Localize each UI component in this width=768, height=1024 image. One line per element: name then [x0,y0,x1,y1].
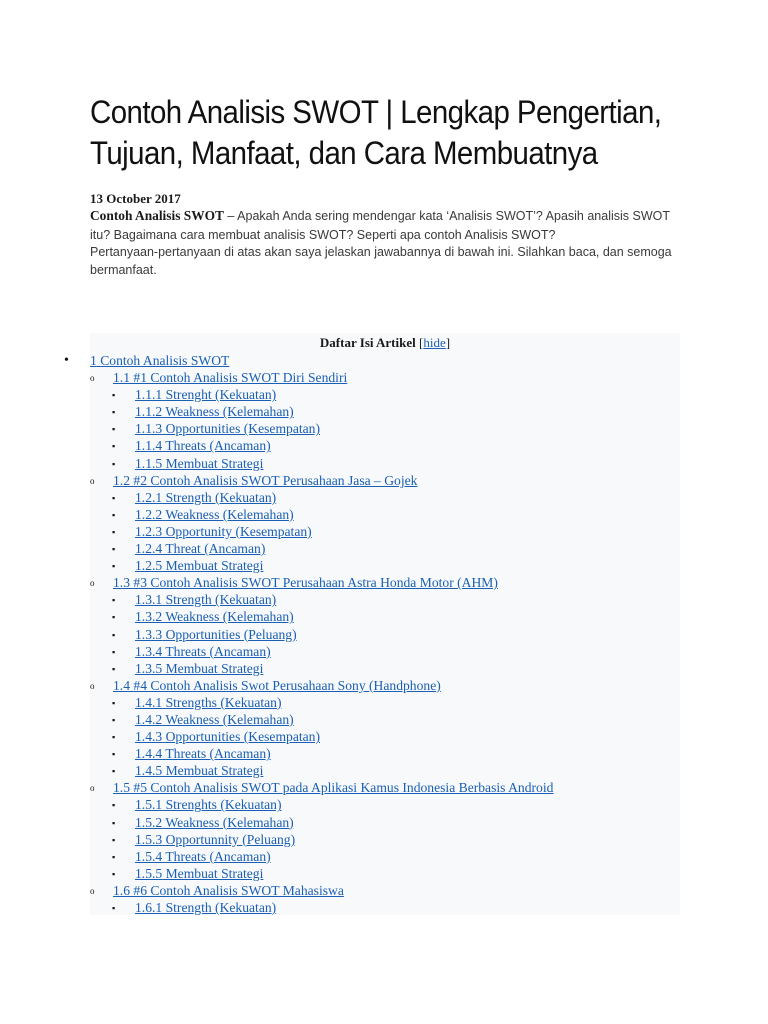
toc-bullet-icon: o [90,373,95,384]
toc-link[interactable] [135,763,263,778]
toc-link[interactable] [113,473,417,488]
toc-link[interactable] [135,815,294,830]
toc-item-level-3 [90,455,553,472]
toc-bullet-icon: ▪ [112,868,116,879]
toc-item-level-3 [90,660,553,677]
toc-bullet-icon: ▪ [112,629,116,640]
toc-item-level-3 [90,711,553,728]
toc-item-number: 1.1.2 [135,404,163,420]
toc-link[interactable] [135,644,271,659]
toc-bullet-icon: ▪ [112,766,116,777]
toc-item-level-3 [90,506,553,523]
toc-item-level-3 [90,865,553,882]
toc-link[interactable] [135,438,271,453]
toc-bullet-icon: ▪ [112,509,116,520]
toc-item-number: 1.2.4 [135,541,163,557]
toc-item-number: 1.2.1 [135,489,163,505]
toc-item-label: Weakness (Kelemahan) [165,404,294,420]
toc-item-label: #1 Contoh Analisis SWOT Diri Sendiri [133,370,348,386]
toc-item-level-2 [90,574,553,591]
toc-item-label: #4 Contoh Analisis Swot Perusahaan Sony (Handphone) [133,677,441,693]
toc-link[interactable] [135,797,282,812]
toc-item-level-2 [90,779,553,796]
toc-item-label: Contoh Analisis SWOT [100,353,230,368]
toc-item-label: Strength (Kekuatan) [165,900,277,915]
toc-link[interactable] [135,609,294,624]
toc-link[interactable] [135,900,276,915]
toc-bullet-icon: ▪ [112,732,116,743]
toc-item-number: 1.1.4 [135,438,163,454]
toc-item-label: Membuat Strategi [165,455,264,471]
toc-item-number: 1.2.2 [135,506,163,522]
toc-item-level-3 [90,591,553,608]
toc-item-number: 1.5.3 [135,831,163,847]
toc-item-number: 1.1 [113,370,130,386]
toc-item-label: Membuat Strategi [165,865,264,881]
toc-link[interactable] [135,524,312,539]
toc-item-number: 1.3 [113,575,130,591]
toc-hide-link[interactable]: hide [423,335,446,350]
toc-item-level-3 [90,745,553,762]
toc-item-level-3 [90,489,553,506]
toc-item-label: Weakness (Kelemahan) [165,814,294,830]
toc-link[interactable] [113,678,441,693]
toc-item-label: Membuat Strategi [165,763,264,779]
toc-item-level-3 [90,848,553,865]
toc-item-number: 1.4.4 [135,746,163,762]
table-of-contents [64,333,680,915]
toc-item-label: Opportunities (Peluang) [165,626,297,642]
toc-link[interactable] [135,866,263,881]
toc-link[interactable] [135,387,276,402]
toc-item-label: Opportunities (Kesempatan) [165,421,320,437]
toc-item-label: #6 Contoh Analisis SWOT Mahasiswa [133,882,344,898]
toc-bullet-icon: ▪ [112,817,116,828]
toc-item-level-3 [90,386,553,403]
toc-item-number: 1.4.1 [135,694,163,710]
toc-bullet-icon: o [90,680,95,691]
toc-item-number: 1.5.1 [135,797,163,813]
toc-link[interactable] [135,541,265,556]
toc-item-number: 1.5.2 [135,814,163,830]
toc-item-level-3 [90,899,553,916]
toc-item-number: 1.3.3 [135,626,163,642]
toc-bullet-icon: ▪ [112,697,116,708]
toc-item-level-3 [90,403,553,420]
post-date: 13 October 2017 [90,191,181,206]
toc-item-number: 1.3.2 [135,609,163,625]
toc-link[interactable] [135,849,271,864]
toc-bullet-icon: ▪ [112,544,116,555]
toc-item-label: Strength (Kekuatan) [165,489,277,505]
toc-link[interactable] [135,558,263,573]
toc-item-level-3 [90,608,553,625]
toc-bullet-icon: o [90,885,95,896]
toc-link[interactable] [113,575,498,590]
toc-list [64,352,554,916]
toc-bullet-icon: ▪ [112,458,116,469]
toc-item-number: 1.1.3 [135,421,163,437]
toc-bullet-icon: ▪ [112,663,116,674]
toc-item-level-3 [90,540,553,557]
toc-link[interactable] [135,490,276,505]
intro-paragraph [90,207,680,244]
toc-bullet-icon: ▪ [112,903,116,913]
toc-item-label: Threat (Ancaman) [165,541,266,557]
intro-paragraph-2: Pertanyaan-pertanyaan di atas akan saya jelaskan jawabannya di bawah ini. Silahkan baca, dan semoga bermanfaat. [90,245,672,277]
toc-item-label: #2 Contoh Analisis SWOT Perusahaan Jasa – Gojek [133,472,418,488]
toc-item-level-3 [90,626,553,643]
toc-item-level-3 [90,643,553,660]
toc-item-number: 1.4 [113,677,130,693]
toc-item-level-2 [90,882,553,899]
intro-text: – Apakah Anda sering mendengar kata ‘Analisis SWOT’? Apasih analisis SWOT itu? Bagaimana cara membuat analisis SWOT? Seperti apa contoh Analisis SWOT? [90,209,670,242]
toc-link[interactable] [135,695,282,710]
toc-item-level-3 [90,728,553,745]
toc-link[interactable] [135,832,295,847]
toc-item-label: Threats (Ancaman) [165,746,271,762]
toc-item-label: #5 Contoh Analisis SWOT pada Aplikasi Kamus Indonesia Berbasis Android [133,780,554,796]
toc-item-number: 1.2 [113,472,130,488]
toc-item-number: 1.5 [113,780,130,796]
toc-item-number: 1.3.1 [135,592,163,608]
toc-item-label: Opportunnity (Peluang) [165,831,296,847]
toc-item-level-3 [90,762,553,779]
toc-link[interactable] [135,712,294,727]
toc-item-number: 1.4.5 [135,763,163,779]
toc-bullet-icon: ▪ [112,390,116,401]
toc-item-level-3 [90,437,553,454]
toc-item-level-3 [90,523,553,540]
toc-item-label: Strenght (Kekuatan) [165,387,277,403]
toc-bullet-icon: ▪ [112,424,116,435]
toc-item-label: Strengths (Kekuatan) [165,694,282,710]
toc-item-level-3 [90,814,553,831]
toc-item-number: 1.2.3 [135,523,163,539]
toc-link[interactable] [90,353,229,368]
toc-bullet-icon: ▪ [112,714,116,725]
toc-item-label: Strenghts (Kekuatan) [165,797,282,813]
toc-item-number: 1.4.3 [135,729,163,745]
toc-link[interactable] [135,661,263,676]
intro-bold-term: Contoh Analisis SWOT [90,208,224,223]
toc-item-label: Weakness (Kelemahan) [165,711,294,727]
toc-item-number: 1.3.4 [135,643,163,659]
toc-bullet-icon: ▪ [112,407,116,418]
toc-item-level-3 [90,831,553,848]
toc-link[interactable] [135,746,271,761]
toc-bullet-icon: ▪ [112,595,116,606]
toc-item-label: Threats (Ancaman) [165,643,271,659]
toc-link[interactable] [135,507,294,522]
toc-link[interactable] [135,729,320,744]
toc-bracket-open: [ [418,335,424,350]
toc-link[interactable] [135,404,294,419]
toc-item-label: Strength (Kekuatan) [165,592,277,608]
toc-item-number: 1.5.4 [135,848,163,864]
article [90,92,680,279]
toc-item-label: Threats (Ancaman) [165,848,271,864]
toc-item-number: 1.3.5 [135,660,163,676]
toc-bracket-close: ] [445,335,451,350]
toc-bullet-icon: ▪ [112,749,116,760]
toc-item-number: 1 [90,353,97,368]
toc-item-number: 1.5.5 [135,865,163,881]
toc-item-level-3 [90,557,553,574]
toc-bullet-icon: ▪ [112,851,116,862]
toc-item-level-3 [90,796,553,813]
toc-item-label: Membuat Strategi [165,660,264,676]
toc-link[interactable] [113,883,344,898]
toc-item-number: 1.1.1 [135,387,163,403]
toc-item-number: 1.6.1 [135,900,163,915]
toc-bullet-icon: ▪ [112,561,116,572]
toc-item-level-1 [64,352,553,369]
page-title: Contoh Analisis SWOT | Lengkap Pengertian, Tujuan, Manfaat, dan Cara Membuatnya [90,94,662,171]
toc-bullet-icon: ▪ [112,646,116,657]
toc-bullet-icon: o [90,578,95,589]
toc-link[interactable] [135,592,276,607]
toc-item-level-3 [90,420,553,437]
toc-header [90,335,680,351]
toc-item-number: 1.1.5 [135,455,163,471]
toc-bullet-icon: ▪ [112,441,116,452]
toc-bullet-icon: ▪ [112,834,116,845]
toc-item-label: Weakness (Kelemahan) [165,609,294,625]
toc-link[interactable] [113,370,347,385]
toc-bullet-icon: o [90,475,95,486]
toc-item-level-2 [90,677,553,694]
toc-item-label: Opportunity (Kesempatan) [165,523,312,539]
toc-bullet-icon: o [90,783,95,794]
toc-item-number: 1.4.2 [135,711,163,727]
toc-bullet-icon: • [64,353,69,368]
toc-bullet-icon: ▪ [112,526,116,537]
toc-item-number: 1.6 [113,882,130,898]
toc-link[interactable] [135,456,263,471]
toc-item-level-3 [90,694,553,711]
toc-item-label: Membuat Strategi [165,558,264,574]
toc-item-number: 1.2.5 [135,558,163,574]
toc-title: Daftar Isi Artikel [319,335,416,350]
toc-bullet-icon: ▪ [112,492,116,503]
toc-bullet-icon: ▪ [112,612,116,623]
toc-link[interactable] [113,780,553,795]
toc-item-label: Weakness (Kelemahan) [165,506,294,522]
toc-bullet-icon: ▪ [112,800,116,811]
toc-link[interactable] [135,421,320,436]
toc-item-label: #3 Contoh Analisis SWOT Perusahaan Astra Honda Motor (AHM) [133,575,498,591]
toc-item-level-2 [90,472,553,489]
toc-item-label: Threats (Ancaman) [165,438,271,454]
toc-item-level-2 [90,369,553,386]
toc-item-label: Opportunities (Kesempatan) [165,729,320,745]
toc-link[interactable] [135,627,297,642]
